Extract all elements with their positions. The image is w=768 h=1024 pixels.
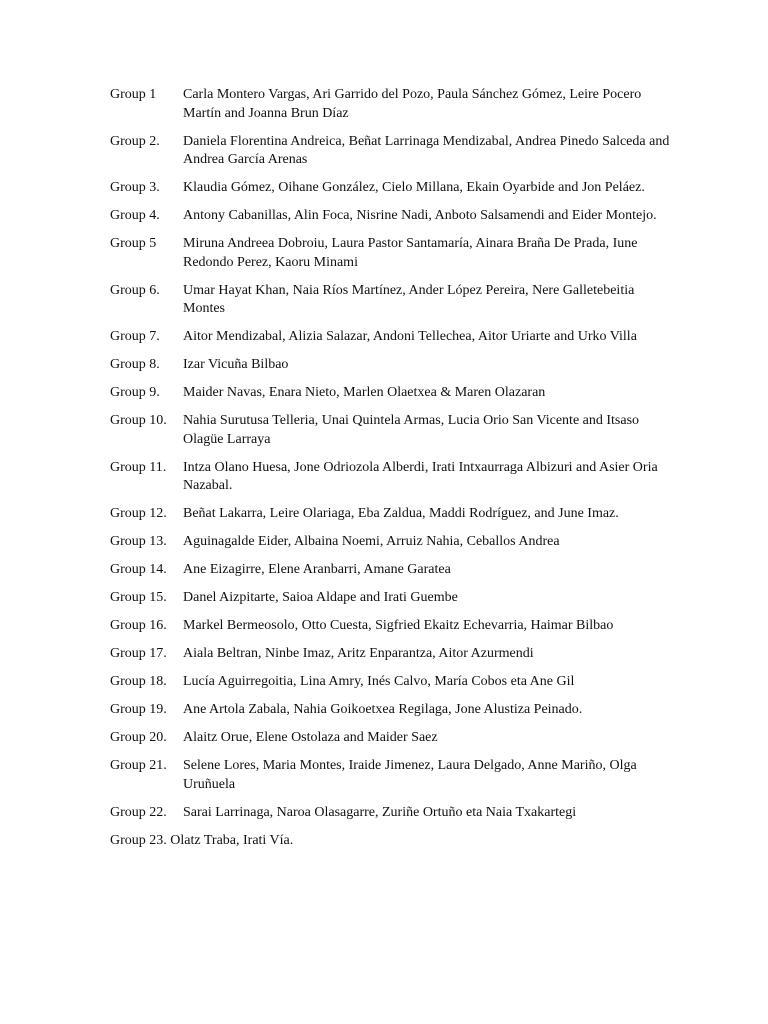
group-entry [110, 412, 670, 449]
group-label: Group 14. [110, 562, 167, 577]
group-entry [110, 356, 670, 375]
group-entry [110, 617, 670, 636]
group-list [110, 86, 670, 860]
group-entry [110, 533, 670, 552]
group-label: Group 7. [110, 329, 160, 344]
group-label: Group 22. [110, 804, 167, 820]
group-members: Sarai Larrinaga, Naroa Olasagarre, Zuriñe Ortuño eta Naia Txakartegi [183, 804, 577, 820]
group-members: Danel Aizpitarte, Saioa Aldape and Irati Guembe [183, 590, 458, 605]
group-members: Ane Artola Zabala, Nahia Goikoetxea Regilaga, Jone Alustiza Peinado. [183, 702, 583, 717]
group-entry [110, 179, 670, 198]
group-label: Group 20. [110, 730, 167, 745]
group-entry [110, 561, 670, 580]
group-members: Maider Navas, Enara Nieto, Marlen Olaetxea & Maren Olazaran [183, 385, 546, 400]
group-members: Markel Bermeosolo, Otto Cuesta, Sigfried Ekaitz Echevarria, Haimar Bilbao [183, 618, 614, 633]
group-members: Aguinagalde Eider, Albaina Noemi, Arruiz Nahia, Ceballos Andrea [183, 534, 560, 549]
group-label: Group 6. [110, 282, 160, 298]
group-label: Group 2. [110, 133, 160, 149]
group-label: Group 1 [110, 87, 157, 102]
group-members: Alaitz Orue, Elene Ostolaza and Maider Saez [183, 730, 438, 745]
group-members: Klaudia Gómez, Oihane González, Cielo Millana, Ekain Oyarbide and Jon Peláez. [183, 180, 645, 195]
group-entry [110, 645, 670, 664]
group-label: Group 21. [110, 758, 167, 773]
group-entry [110, 832, 670, 851]
group-entry [110, 235, 670, 272]
group-entry [110, 459, 670, 496]
group-members: Selene Lores, Maria Montes, Iraide Jimenez, Laura Delgado, Anne Mariño, Olga Uruñuela [183, 758, 637, 792]
group-label: Group 23. [110, 832, 167, 848]
group-label: Group 17. [110, 646, 167, 661]
group-label: Group 19. [110, 702, 167, 717]
group-label: Group 9. [110, 385, 160, 400]
group-entry [110, 729, 670, 748]
group-entry [110, 804, 670, 823]
group-entry [110, 701, 670, 720]
group-entry [110, 505, 670, 524]
group-members: Carla Montero Vargas, Ari Garrido del Pozo, Paula Sánchez Gómez, Leire Pocero Martín and Joanna Brun Díaz [183, 87, 642, 121]
group-label: Group 8. [110, 357, 160, 372]
group-members: Ane Eizagirre, Elene Aranbarri, Amane Garatea [183, 562, 451, 577]
group-members: Izar Vicuña Bilbao [183, 357, 289, 372]
group-label: Group 10. [110, 413, 167, 428]
group-entry [110, 86, 670, 123]
group-label: Group 12. [110, 506, 167, 521]
group-members: Intza Olano Huesa, Jone Odriozola Alberdi, Irati Intxaurraga Albizuri and Asier Oria Nazabal. [183, 459, 658, 493]
group-entry [110, 133, 670, 170]
group-label: Group 4. [110, 208, 160, 223]
group-label: Group 5 [110, 236, 157, 251]
group-label: Group 16. [110, 618, 167, 633]
group-label: Group 15. [110, 590, 167, 605]
group-entry [110, 673, 670, 692]
group-members: Antony Cabanillas, Alin Foca, Nisrine Nadi, Anboto Salsamendi and Eider Montejo. [183, 208, 657, 223]
group-members: Nahia Surutusa Telleria, Unai Quintela Armas, Lucia Orio San Vicente and Itsaso Olagüe Larraya [183, 413, 640, 447]
group-entry [110, 207, 670, 226]
group-label: Group 13. [110, 534, 167, 549]
group-members: Olatz Traba, Irati Vía. [170, 832, 294, 848]
group-members: Beñat Lakarra, Leire Olariaga, Eba Zaldua, Maddi Rodríguez, and June Imaz. [183, 506, 619, 521]
group-members: Lucía Aguirregoitia, Lina Amry, Inés Calvo, María Cobos eta Ane Gil [183, 674, 575, 689]
group-members: Miruna Andreea Dobroiu, Laura Pastor Santamaría, Ainara Braña De Prada, Iune Redondo Perez, Kaoru Minami [183, 236, 638, 270]
group-entry [110, 384, 670, 403]
group-entry [110, 328, 670, 347]
group-members: Aitor Mendizabal, Alizia Salazar, Andoni Tellechea, Aitor Uriarte and Urko Villa [183, 329, 637, 344]
group-label: Group 11. [110, 459, 167, 475]
group-entry [110, 757, 670, 794]
group-members: Daniela Florentina Andreica, Beñat Larrinaga Mendizabal, Andrea Pinedo Salceda and Andrea García Arenas [183, 133, 670, 167]
group-members: Aiala Beltran, Ninbe Imaz, Aritz Enparantza, Aitor Azurmendi [183, 646, 534, 661]
group-members: Umar Hayat Khan, Naia Ríos Martínez, Ander López Pereira, Nere Galletebeitia Montes [183, 282, 635, 316]
group-label: Group 3. [110, 180, 160, 195]
group-label: Group 18. [110, 674, 167, 689]
group-entry [110, 589, 670, 608]
group-entry [110, 282, 670, 319]
